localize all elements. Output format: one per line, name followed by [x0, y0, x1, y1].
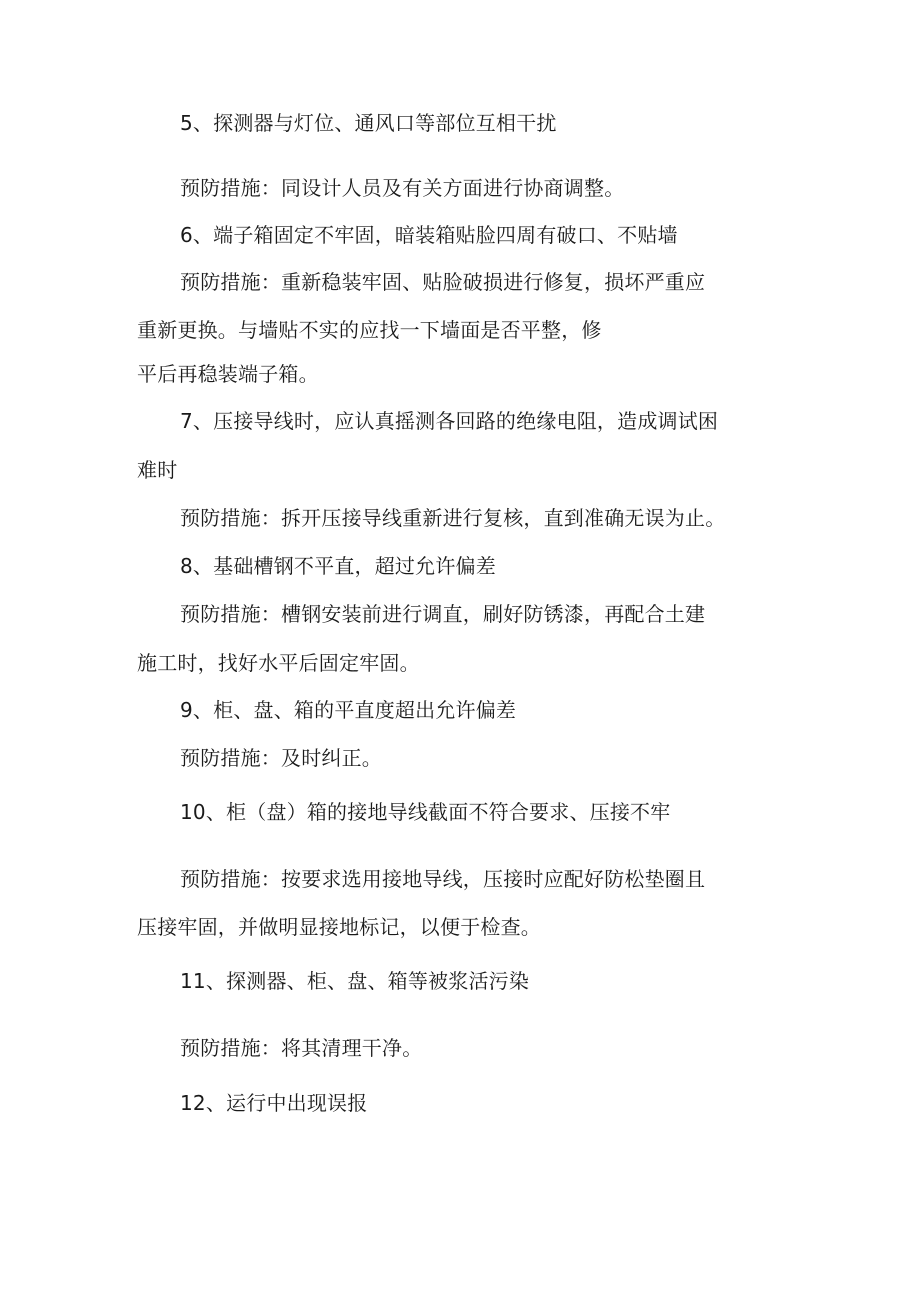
item-8-measure-cont: 施工时，找好水平后固定牢固。: [137, 651, 420, 675]
item-10-measure: 预防措施：按要求选用接地导线，压接时应配好防松垫圈且: [180, 867, 706, 891]
item-8-heading: 8、基础槽钢不平直，超过允许偏差: [180, 554, 496, 578]
item-6-measure-cont-2: 平后再稳装端子箱。: [137, 362, 319, 386]
item-7-heading-cont: 难时: [137, 458, 178, 482]
item-10-measure-cont: 压接牢固，并做明显接地标记，以便于检查。: [137, 915, 541, 939]
item-7-measure: 预防措施：拆开压接导线重新进行复核，直到准确无误为止。: [180, 506, 726, 530]
item-6-measure: 预防措施：重新稳装牢固、贴脸破损进行修复，损坏严重应: [180, 270, 706, 294]
item-12-heading: 12、运行中出现误报: [180, 1091, 368, 1115]
item-6-measure-cont-1: 重新更换。与墙贴不实的应找一下墙面是否平整，修: [137, 318, 602, 342]
item-8-measure: 预防措施：槽钢安装前进行调直，刷好防锈漆，再配合土建: [180, 602, 706, 626]
item-11-heading: 11、探测器、柜、盘、箱等被浆活污染: [180, 969, 530, 993]
item-7-heading: 7、压接导线时，应认真摇测各回路的绝缘电阻，造成调试困: [180, 409, 719, 433]
item-9-heading: 9、柜、盘、箱的平直度超出允许偏差: [180, 698, 517, 722]
item-5-heading: 5、探测器与灯位、通风口等部位互相干扰: [180, 111, 557, 135]
item-9-measure: 预防措施：及时纠正。: [180, 746, 382, 770]
item-5-measure: 预防措施：同设计人员及有关方面进行协商调整。: [180, 176, 625, 200]
item-11-measure: 预防措施：将其清理干净。: [180, 1036, 423, 1060]
item-6-heading: 6、端子箱固定不牢固，暗装箱贴脸四周有破口、不贴墙: [180, 223, 678, 247]
item-10-heading: 10、柜（盘）箱的接地导线截面不符合要求、压接不牢: [180, 800, 671, 824]
